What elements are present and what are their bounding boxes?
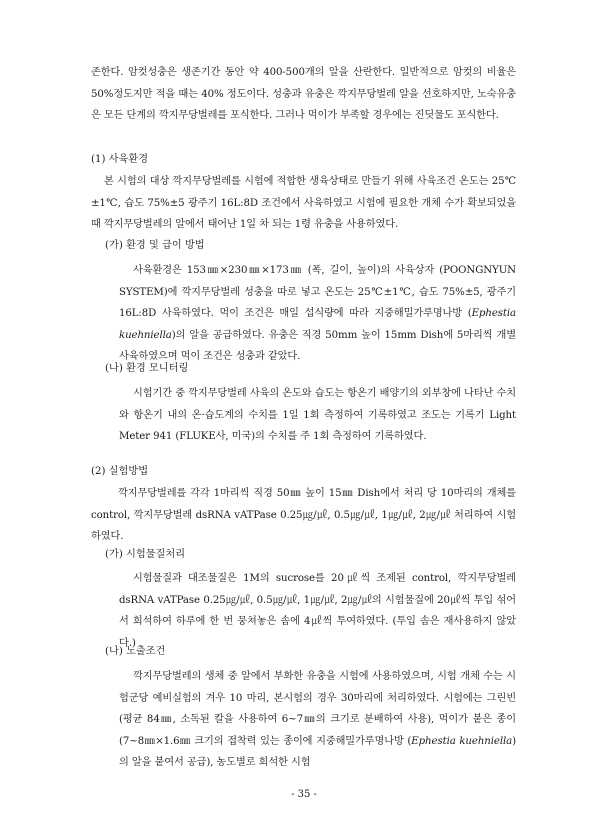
intro-paragraph: 존한다. 암컷성충은 생존기간 동안 약 400-500개의 알을 산란한다. 일반적으로 암컷의 비율은 50%정도지만 적을 때는 40% 정도이다. 성충과 유충은 깍지무당벌레 알을 선호하지만, 노숙유충은 모든 단계의 깍지무당벌레를 포식한다. 그러나 먹이가 부족할 경우에는 진딧물도 포식한다. <box>91 67 516 122</box>
species-name: Ephestia kuehniella <box>411 735 513 747</box>
section-2b-heading: (나) 노출조건 <box>105 646 166 657</box>
section-2b-text-end: )의 알을 붙여서 공급), 농도별로 희석한 시험 <box>119 735 516 769</box>
section-2b-paragraph <box>119 666 516 774</box>
section-1a-text-end: )의 알을 공급하였다. 유충은 직경 50mm 높이 15mm Dish에 5마리씩 개별 사육하였으며 먹이 조건은 성충과 같았다. <box>119 329 516 363</box>
section-2b-text-start: 깍지무당벌레의 생체 중 알에서 부화한 유충을 시험에 사용하였으며, 시험 개체 수는 시험군당 예비실험의 겨우 10 마리, 본시험의 경우 30마리에 처리하였다. 시험에는 그린빈 (평균 84㎜, 소독된 칼을 사용하여 6~7㎜의 크기로 분배하여 사용), 먹이가 붙은 종이 (7~8㎜×1.6㎜ 크기의 접착력 있는 종이에 지중해밀가루명나방 ( <box>119 671 516 747</box>
page-number: - 35 - <box>291 789 317 800</box>
section-1b-heading: (나) 환경 모니터링 <box>105 363 189 374</box>
section-2-paragraph: 깍지무당벌레를 각각 1마리씩 직경 50㎜ 높이 15㎜ Dish에서 처리 당 10마리의 개체를 control, 깍지무당벌레 dsRNA vATPase 0.25㎍/㎕, 0.5㎍/㎕, 1㎍/㎕, 2㎍/㎕ 처리하여 시험하였다. <box>91 488 516 543</box>
section-1a-text-start: 사육환경은 153㎜×230㎜×173㎜ (폭, 길이, 높이)의 사육상자 (POONGNYUN SYSTEM)에 깍지무당벌레 성충을 따로 넣고 온도는 25℃±1℃, 습도 75%±5, 광주기 16L:8D 사육하였다. 먹이 조건은 매일 섭식량에 따라 지중해밀가루명나방 ( <box>119 265 516 320</box>
section-2a-heading: (가) 시험물질처리 <box>105 549 186 560</box>
species-name: Ephestia kuehniella <box>119 308 516 341</box>
section-1b-paragraph: 시험기간 중 깍지무당벌레 사육의 온도와 습도는 항온기 배양기의 외부창에 나타난 수치와 항온기 내의 온·습도계의 수치를 1일 1회 측정하여 기록하였고 조도는 기록기 Light Meter 941 (FLUKE사, 미국)의 수치를 주 1회 측정하여 기록하였다. <box>119 388 516 443</box>
section-1-paragraph: 본 시험의 대상 깍지무당벌레를 시험에 적합한 생육상태로 만들기 위해 사육조건 온도는 25℃±1℃, 습도 75%±5 광주기 16L:8D 조건에서 사육하였고 시험에 필요한 개체 수가 확보되었을 때 깍지무당벌레의 알에서 태어난 1일 차 되는 1령 유충을 사용하였다. <box>91 176 516 231</box>
section-1a-paragraph <box>119 260 516 368</box>
section-2-heading: (2) 실험방법 <box>91 466 149 477</box>
section-1-heading: (1) 사육환경 <box>91 154 149 165</box>
section-2a-paragraph: 시험물질과 대조물질은 1M의 sucrose를 20㎕씩 조제된 control, 깍지무당벌레 dsRNA vATPase 0.25㎍/㎕, 0.5㎍/㎕, 1㎍/㎕, 2㎍/㎕의 시험물질에 20㎕씩 투입 섞어서 희석하여 하루에 한 번 뭉쳐놓은 솜에 4㎕씩 투여하였다. (투입 솜은 재사용하지 않았다.) <box>119 573 516 649</box>
section-1a-heading: (가) 환경 및 급이 방법 <box>105 240 205 251</box>
